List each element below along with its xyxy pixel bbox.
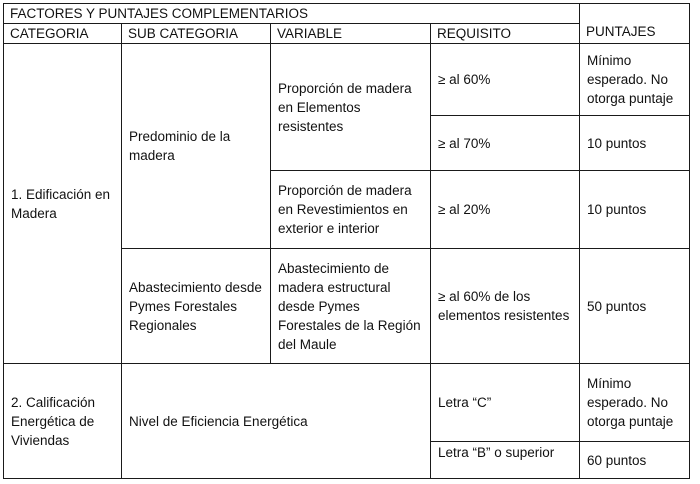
puntaje-cell: 50 puntos xyxy=(580,249,690,364)
requisito-cell: Letra “B” o superior xyxy=(431,442,580,479)
header-variable: VARIABLE xyxy=(271,24,431,44)
variable-cell xyxy=(271,44,431,171)
scoring-table xyxy=(3,3,690,479)
sub-categoria-label: Predominio de la madera xyxy=(129,129,231,163)
categoria-label: 2. Calificación Energética de Viviendas xyxy=(11,394,96,448)
puntaje-cell: Mínimo esperado. No otorga puntaje xyxy=(580,364,690,442)
puntaje-cell: Mínimo esperado. No otorga puntaje xyxy=(580,44,690,116)
header-requisito: REQUISITO xyxy=(431,24,580,44)
sub-categoria-cell: Abastecimiento desde Pymes Forestales Regionales xyxy=(122,249,271,364)
title-row xyxy=(4,4,690,24)
table-title: FACTORES Y PUNTAJES COMPLEMENTARIOS xyxy=(4,4,580,24)
header-puntajes: PUNTAJES xyxy=(580,4,690,44)
categoria-cell xyxy=(4,364,122,479)
puntaje-cell: 10 puntos xyxy=(580,171,690,249)
requisito-cell: Letra “C” xyxy=(431,364,580,442)
variable-cell: Abastecimiento de madera estructural desde Pymes Forestales de la Región del Maule xyxy=(271,249,431,364)
requisito-cell: ≥ al 20% xyxy=(431,171,580,249)
requisito-cell: ≥ al 70% xyxy=(431,116,580,171)
sub-categoria-cell: Nivel de Eficiencia Energética xyxy=(122,364,431,479)
categoria-label: 1. Edificación en Madera xyxy=(11,186,111,221)
requisito-cell: ≥ al 60% de los elementos resistentes xyxy=(431,249,580,364)
variable-cell: Proporción de madera en Revestimientos en exterior e interior xyxy=(271,171,431,249)
variable-label: Proporción de madera en Elementos resistentes xyxy=(278,80,412,134)
categoria-cell xyxy=(4,44,122,364)
puntaje-cell: 10 puntos xyxy=(580,116,690,171)
puntaje-cell: 60 puntos xyxy=(580,442,690,479)
header-sub-categoria: SUB CATEGORIA xyxy=(122,24,271,44)
header-categoria: CATEGORIA xyxy=(4,24,122,44)
sub-categoria-cell xyxy=(122,44,271,249)
table-row xyxy=(4,44,690,116)
table-row xyxy=(4,364,690,442)
requisito-cell: ≥ al 60% xyxy=(431,44,580,116)
